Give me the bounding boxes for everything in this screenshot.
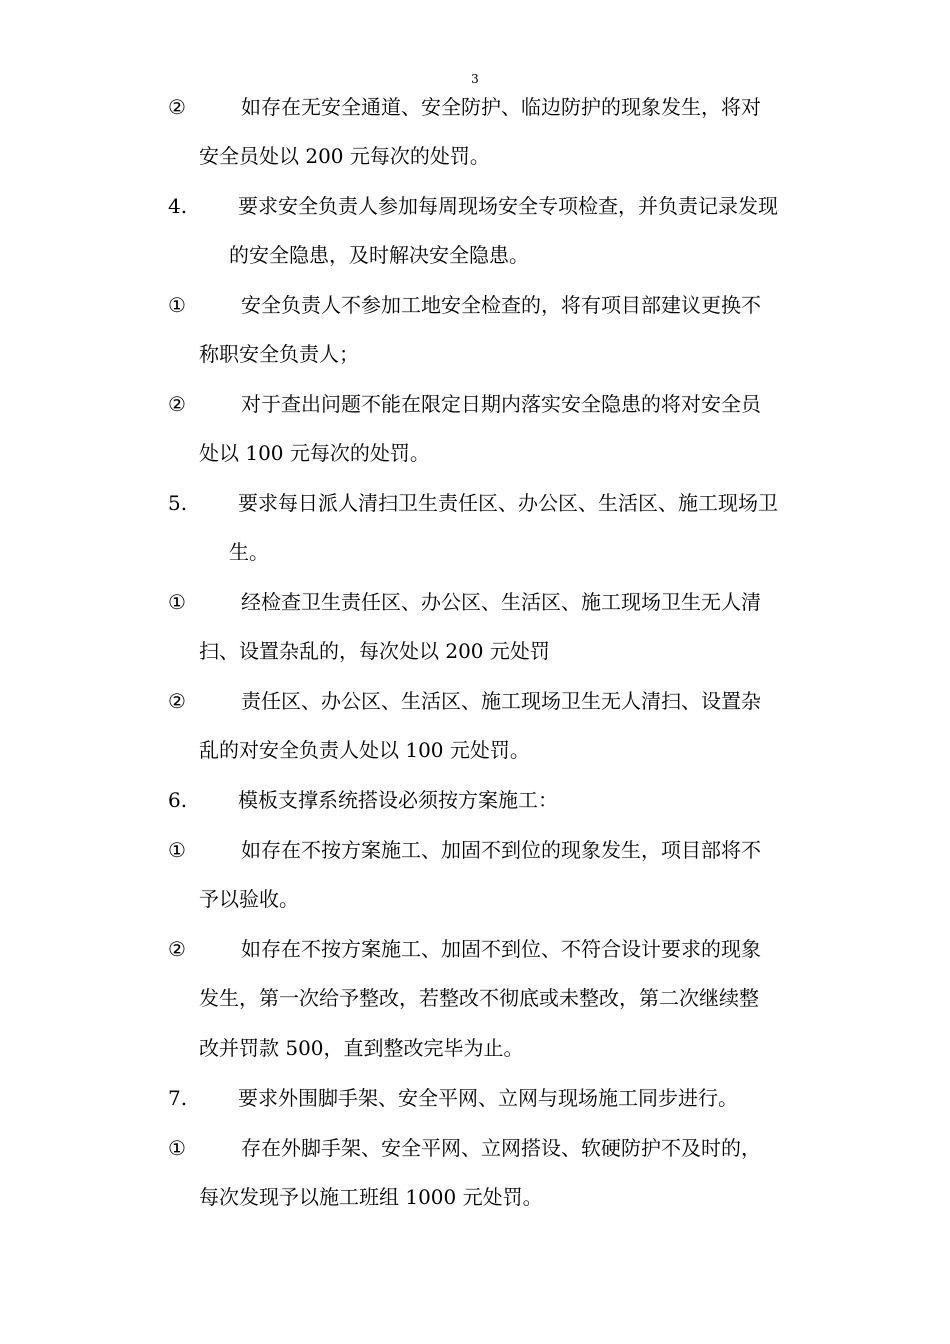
item-marker: ②	[168, 689, 186, 713]
item-text: 称职安全负责人；	[199, 342, 359, 366]
item-text: 对于查出问题不能在限定日期内落实安全隐患的将对安全员	[241, 392, 761, 416]
item-text: 模板支撑系统搭设必须按方案施工：	[238, 788, 558, 812]
item-text: 予以验收。	[199, 887, 299, 911]
item-text: 责任区、办公区、生活区、施工现场卫生无人清扫、设置杂	[241, 689, 761, 713]
item-marker: ②	[168, 95, 186, 119]
item-text: 存在外脚手架、安全平网、立网搭设、软硬防护不及时的，	[241, 1136, 761, 1160]
item-text: 要求每日派人清扫卫生责任区、办公区、生活区、施工现场卫	[238, 491, 778, 515]
item-text: 安全负责人不参加工地安全检查的，将有项目部建议更换不	[241, 293, 761, 317]
item-text: 发生，第一次给予整改，若整改不彻底或未整改，第二次继续整	[199, 986, 759, 1010]
item-marker: ②	[168, 392, 186, 416]
page-number: 3	[471, 72, 479, 86]
item-marker: 5.	[168, 491, 188, 515]
item-marker: 6.	[168, 788, 188, 812]
item-text: 生。	[229, 540, 269, 564]
item-text: 如存在不按方案施工、加固不到位的现象发生，项目部将不	[241, 838, 761, 862]
item-text: 的安全隐患，及时解决安全隐患。	[229, 243, 529, 267]
item-text: 处以 100 元每次的处罚。	[199, 441, 430, 465]
item-text: 如存在不按方案施工、加固不到位、不符合设计要求的现象	[241, 937, 761, 961]
item-text: 扫、设置杂乱的，每次处以 200 元处罚	[199, 639, 550, 663]
item-text: 要求安全负责人参加每周现场安全专项检查，并负责记录发现	[238, 194, 778, 218]
item-marker: ②	[168, 937, 186, 961]
item-text: 经检查卫生责任区、办公区、生活区、施工现场卫生无人清	[241, 590, 761, 614]
item-marker: 7.	[168, 1086, 188, 1110]
item-text: 每次发现予以施工班组 1000 元处罚。	[199, 1185, 543, 1209]
item-marker: ①	[168, 590, 186, 614]
item-marker: 4.	[168, 194, 188, 218]
item-marker: ①	[168, 293, 186, 317]
item-text: 乱的对安全负责人处以 100 元处罚。	[199, 738, 530, 762]
item-text: 如存在无安全通道、安全防护、临边防护的现象发生，将对	[241, 95, 761, 119]
item-marker: ①	[168, 1136, 186, 1160]
item-text: 要求外围脚手架、安全平网、立网与现场施工同步进行。	[238, 1086, 738, 1110]
item-text: 改并罚款 500，直到整改完毕为止。	[199, 1036, 524, 1060]
item-marker: ①	[168, 838, 186, 862]
item-text: 安全员处以 200 元每次的处罚。	[199, 144, 490, 168]
